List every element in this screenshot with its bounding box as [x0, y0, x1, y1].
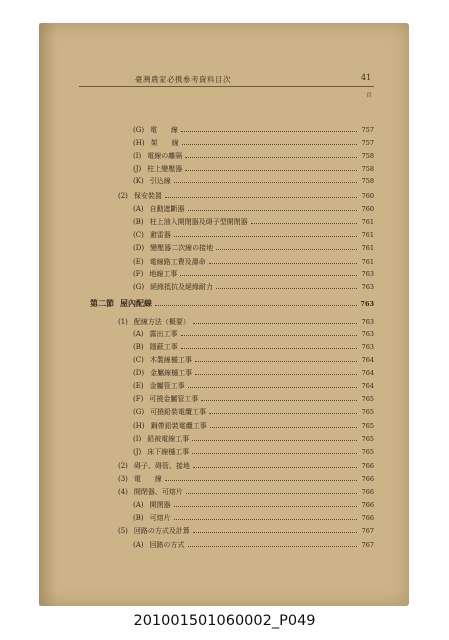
toc-entry	[133, 163, 374, 174]
toc-entry-page: 761	[361, 217, 374, 226]
toc-leader-dots	[209, 259, 357, 264]
toc-entry-page: 761	[361, 243, 374, 252]
toc-entry-title: 避雷器	[149, 230, 171, 239]
toc-entry-page: 766	[361, 500, 374, 509]
toc-entry-title: 回路の方式	[149, 540, 185, 549]
toc-entry-marker: (I)	[133, 151, 142, 160]
toc-entry-marker: (B)	[133, 513, 144, 522]
toc-entry-marker: (3)	[118, 474, 128, 483]
toc-entry-page: 767	[361, 540, 374, 549]
toc-entry-page: 758	[361, 151, 374, 160]
toc-entry	[133, 137, 374, 148]
page-column-label: 頁	[366, 93, 372, 99]
toc-entry-page: 766	[361, 474, 374, 483]
toc-entry-marker: (C)	[133, 230, 144, 239]
toc-leader-dots	[193, 463, 357, 468]
toc-entry	[133, 328, 374, 339]
toc-entry-title: 開閉器	[149, 500, 171, 509]
toc-leader-dots	[216, 284, 357, 289]
toc-section-heading	[90, 298, 374, 309]
toc-entry-page: 764	[361, 381, 374, 390]
toc-entry-marker: 第二節	[90, 298, 114, 308]
toc-entry	[133, 268, 374, 279]
toc-entry-page: 761	[361, 257, 374, 266]
image-caption: 201001501060002_P049	[133, 613, 316, 629]
toc-entry-title: 電 線	[133, 474, 162, 483]
toc-leader-dots	[216, 245, 357, 250]
toc-entry-marker: (A)	[133, 500, 144, 509]
toc-leader-dots	[185, 153, 357, 158]
toc-entry	[133, 512, 374, 523]
toc-entry-marker: (J)	[133, 447, 142, 456]
toc-entry-marker: (F)	[133, 394, 144, 403]
toc-entry	[133, 242, 374, 253]
toc-entry-page: 761	[361, 230, 374, 239]
toc-leader-dots	[185, 166, 357, 171]
toc-entry-title: 鋼帶鉛裝電纜工事	[150, 421, 207, 430]
toc-entry-marker: (G)	[133, 125, 145, 134]
toc-entry	[133, 539, 374, 550]
toc-entry-marker: (K)	[133, 176, 144, 185]
toc-entry-title: 碍子、碍管、接地	[133, 461, 190, 470]
toc-entry-marker: (5)	[118, 526, 128, 535]
toc-entry-title: 金屬線樋工事	[150, 368, 193, 377]
toc-entry-page: 760	[361, 204, 374, 213]
toc-leader-dots	[181, 331, 357, 336]
toc-entry-marker: (E)	[133, 257, 144, 266]
toc-entry-title: 鉛被電線工事	[147, 434, 190, 443]
toc-entry	[133, 446, 374, 457]
toc-entry-title: 保安裝置	[133, 191, 162, 200]
toc-entry-page: 765	[361, 407, 374, 416]
toc-entry-marker: (4)	[118, 487, 128, 496]
toc-entry-page: 765	[361, 394, 374, 403]
toc-entry-page: 766	[361, 461, 374, 470]
toc-entry-page: 764	[361, 355, 374, 364]
toc-leader-dots	[165, 476, 357, 481]
toc-leader-dots	[174, 502, 357, 507]
toc-entry-marker: (J)	[133, 164, 142, 173]
toc-entry-page: 763	[361, 317, 374, 326]
toc-entry-page: 764	[361, 368, 374, 377]
running-head: 臺灣農家必携參考資料目次	[135, 75, 231, 84]
toc-entry-page: 766	[361, 513, 374, 522]
toc-leader-dots	[155, 301, 357, 306]
toc-entry-title: 架 線	[150, 138, 179, 147]
toc-entry-marker: (A)	[133, 540, 144, 549]
toc-entry-marker: (C)	[133, 355, 144, 364]
toc-entry-title: 隱蔽工事	[149, 342, 178, 351]
toc-entry-title: 電 線	[150, 125, 179, 134]
toc-entry-title: 配線方法（概要）	[133, 317, 190, 326]
toc-entry	[133, 354, 374, 365]
toc-leader-dots	[174, 178, 357, 183]
toc-entry-marker: (G)	[133, 282, 145, 291]
toc-entry-page: 758	[361, 176, 374, 185]
toc-entry	[133, 256, 374, 267]
toc-entry-marker: (D)	[133, 243, 145, 252]
toc-entry-page: 763	[361, 329, 374, 338]
toc-entry-marker: (F)	[133, 269, 144, 278]
toc-leader-dots	[186, 489, 357, 494]
toc-entry-title: 引込線	[149, 176, 171, 185]
toc-entry	[133, 175, 374, 186]
toc-entry-marker: (A)	[133, 204, 144, 213]
toc-entry-title: 屋內配線	[120, 298, 152, 308]
toc-entry-title: 可撓金屬管工事	[149, 394, 199, 403]
toc-entry-marker: (H)	[133, 421, 145, 430]
toc-entry-page: 763	[361, 282, 374, 291]
toc-entry-title: 電線の離隔	[147, 151, 183, 160]
toc-leader-dots	[174, 232, 357, 237]
toc-entry-page: 765	[361, 421, 374, 430]
toc-entry-title: 自動遮斷器	[149, 204, 185, 213]
toc-entry	[133, 341, 374, 352]
toc-entry-title: 變壓器二次線の接地	[150, 243, 214, 252]
toc-leader-dots	[192, 436, 357, 441]
toc-entry-page: 760	[361, 191, 374, 200]
toc-leader-dots	[165, 193, 357, 198]
toc-entry-page: 766	[361, 487, 374, 496]
toc-entry-title: 開閉器、可熔片	[133, 487, 183, 496]
toc-entry	[133, 380, 374, 391]
toc-entry-title: 絕緣抵抗及絕緣耐力	[150, 282, 214, 291]
toc-entry	[133, 420, 374, 431]
toc-entry-marker: (B)	[133, 217, 144, 226]
toc-entry	[133, 216, 374, 227]
toc-entry-title: 木製線樋工事	[149, 355, 192, 364]
toc-entry-page: 757	[361, 138, 374, 147]
toc-entry-marker: (2)	[118, 461, 128, 470]
toc-entry-title: 露出工事	[149, 329, 178, 338]
toc-entry-title: 床下線樋工事	[147, 447, 190, 456]
toc-entry	[133, 229, 374, 240]
toc-entry-marker: (2)	[118, 191, 128, 200]
toc-entry-title: 可熔片	[149, 513, 171, 522]
toc-leader-dots	[195, 370, 357, 375]
toc-leader-dots	[180, 271, 357, 276]
toc-entry-marker: (A)	[133, 329, 144, 338]
toc-entry	[118, 460, 374, 471]
toc-leader-dots	[209, 409, 357, 414]
toc-leader-dots	[193, 319, 357, 324]
toc-entry	[133, 367, 374, 378]
toc-entry	[133, 203, 374, 214]
toc-leader-dots	[195, 357, 357, 362]
toc-entry-marker: (B)	[133, 342, 144, 351]
toc-entry-page: 763	[361, 342, 374, 351]
toc-entry-title: 可撓鉛裝電纜工事	[150, 407, 207, 416]
toc-entry-marker: (G)	[133, 407, 145, 416]
toc-leader-dots	[182, 140, 357, 145]
toc-leader-dots	[201, 396, 357, 401]
toc-leader-dots	[181, 127, 357, 132]
toc-entry-title: 電線路工費及壽命	[149, 257, 206, 266]
toc-entry	[133, 124, 374, 135]
toc-leader-dots	[193, 528, 357, 533]
toc-entry-marker: (H)	[133, 138, 145, 147]
toc-entry	[118, 316, 374, 327]
toc-leader-dots	[174, 515, 357, 520]
toc-entry	[133, 406, 374, 417]
toc-entry-marker: (I)	[133, 434, 142, 443]
toc-leader-dots	[192, 449, 357, 454]
toc-leader-dots	[188, 383, 357, 388]
toc-entry-title: 金屬管工事	[149, 381, 185, 390]
toc-entry-title: 地線工事	[149, 269, 178, 278]
toc-entry-page: 767	[361, 526, 374, 535]
toc-entry-marker: (D)	[133, 368, 145, 377]
toc-entry	[118, 190, 374, 201]
toc-entry	[118, 486, 374, 497]
toc-entry	[118, 473, 374, 484]
toc-entry-page: 757	[361, 125, 374, 134]
toc-entry-page: 758	[361, 164, 374, 173]
toc-leader-dots	[210, 423, 357, 428]
page-number: 41	[361, 73, 372, 82]
toc-entry-title: 柱上油入開閉器及碍子型開閉器	[149, 217, 248, 226]
toc-entry-page: 763	[360, 299, 374, 308]
toc-entry	[133, 393, 374, 404]
toc-entry	[133, 433, 374, 444]
toc-entry	[133, 150, 374, 161]
toc-entry-page: 765	[361, 447, 374, 456]
toc-entry-marker: (1)	[118, 317, 128, 326]
toc-entry-page: 763	[361, 269, 374, 278]
toc-entry-marker: (E)	[133, 381, 144, 390]
toc-entry	[118, 525, 374, 536]
toc-entry	[133, 281, 374, 292]
toc-leader-dots	[188, 206, 357, 211]
toc-entry-title: 柱上變壓器	[147, 164, 183, 173]
toc-entry	[133, 499, 374, 510]
toc-leader-dots	[181, 344, 357, 349]
toc-leader-dots	[251, 219, 357, 224]
toc-entry-title: 回路の方式及計算	[133, 526, 190, 535]
toc-entry-page: 765	[361, 434, 374, 443]
toc-leader-dots	[188, 542, 357, 547]
